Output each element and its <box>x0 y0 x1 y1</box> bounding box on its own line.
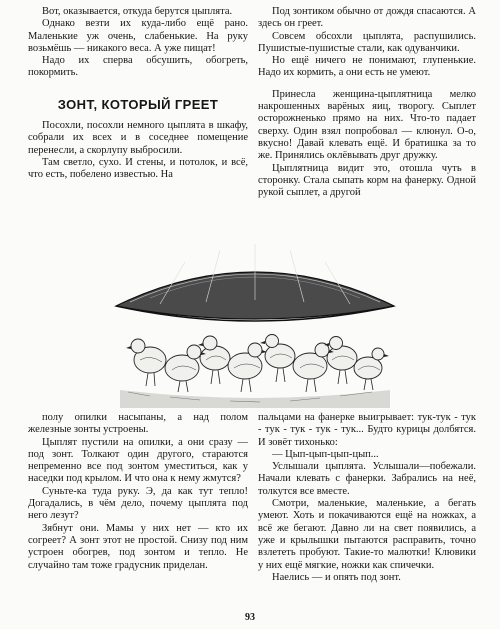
paragraph: пальцами на фанерке выигрывает: тук-тук - тук - тук - тук - тук - тук... Будто курицы долбятся. И зовёт тихонько: <box>258 412 476 448</box>
paragraph: Совсем обсохли цыплята, распушились. Пушистые-пушистые стали, как одуванчики. <box>258 30 476 54</box>
paragraph: Надо их сперва обсушить, обогреть, покормить. <box>28 55 248 79</box>
paragraph: Суньте-ка туда руку. Э, да как тут тепло! Догадались, в чём дело, почему цыплята под него лезут? <box>28 485 248 522</box>
paragraph: Вот, оказывается, откуда берутся цыплята. <box>42 6 233 17</box>
paragraph: Услышали цыплята. Услышали—побежали. Начали клевать с фанерки. Забрались на неё, толкутся все вместе. <box>258 461 476 497</box>
left-column-bottom <box>28 412 248 572</box>
paragraph: Зябнут они. Мамы у них нет — кто их согреет? А зонт этот не простой. Снизу под ним устроен обогрев, под зонтом и тепло. Не случайно там тоже градусник приделан. <box>28 522 248 571</box>
paragraph: Цыплятница видит это, отошла чуть в сторонку. Стала сыпать корм на фанерку. Одной рукой сыплет, а другой <box>258 162 476 199</box>
paragraph: полу опилки насыпаны, а над полом железные зонты устроены. <box>28 412 248 436</box>
paragraph: Принесла женщина-цыплятница мелко накрошенных варёных яиц, творогу. Сыплет осторожненько прямо на них. Что-то падает сверху. Один взял попробовал — клюнул. О-о, вкусно! Давай клевать ещё. И братишка за то же. Принялись оклёвывать друг дружку. <box>258 88 476 162</box>
paragraph: — Цып-цып-цып-цып... <box>272 448 379 460</box>
paragraph: Но ещё ничего не понимают, глупенькие. Надо их кормить, а они есть не умеют. <box>258 55 476 79</box>
section-title: ЗОНТ, КОТОРЫЙ ГРЕЕТ <box>57 96 219 112</box>
paragraph: Там светло, сухо. И стены, и потолок, и всё, что есть, побелено известью. На <box>28 156 248 181</box>
chicks-under-umbrella-illustration <box>110 240 400 408</box>
paragraph: Под зонтиком обычно от дождя спасаются. А здесь он греет. <box>258 6 476 30</box>
paragraph: Посохли, посохли немного цыплята в шкафу, собрали их всех и в соседнее помещение перенесли, а скорлупу выбросили. <box>28 120 248 156</box>
paragraph: Цыплят пустили на опилки, а они сразу — под зонт. Толкают один другого, стараются непременно все под зонтом уместиться, как у наседки под крылом. И что она к нему жмутся? <box>28 436 248 485</box>
right-column-top <box>258 6 476 199</box>
paragraph: Смотри, маленькие, маленькие, а бегать умеют. Хоть и покачиваются ещё на ножках, а всё же бегают. Давно ли на свет появились, а уже и крылышки пытаются расправить, точно взлететь пробуют. Такие-то малютки! Клювики у них ещё мягкие, ножки как спичечки. <box>258 498 476 571</box>
page-number: 93 <box>245 612 255 623</box>
paragraph: Однако везти их куда-либо ещё рано. Маленькие уж очень, слабенькие. На руку возьмёшь — никакого веса. А уже пищат! <box>28 18 248 54</box>
spacer <box>258 80 476 89</box>
paragraph: Наелись — и опять под зонт. <box>272 571 401 583</box>
left-column-top <box>28 6 248 182</box>
right-column-bottom <box>258 412 476 584</box>
